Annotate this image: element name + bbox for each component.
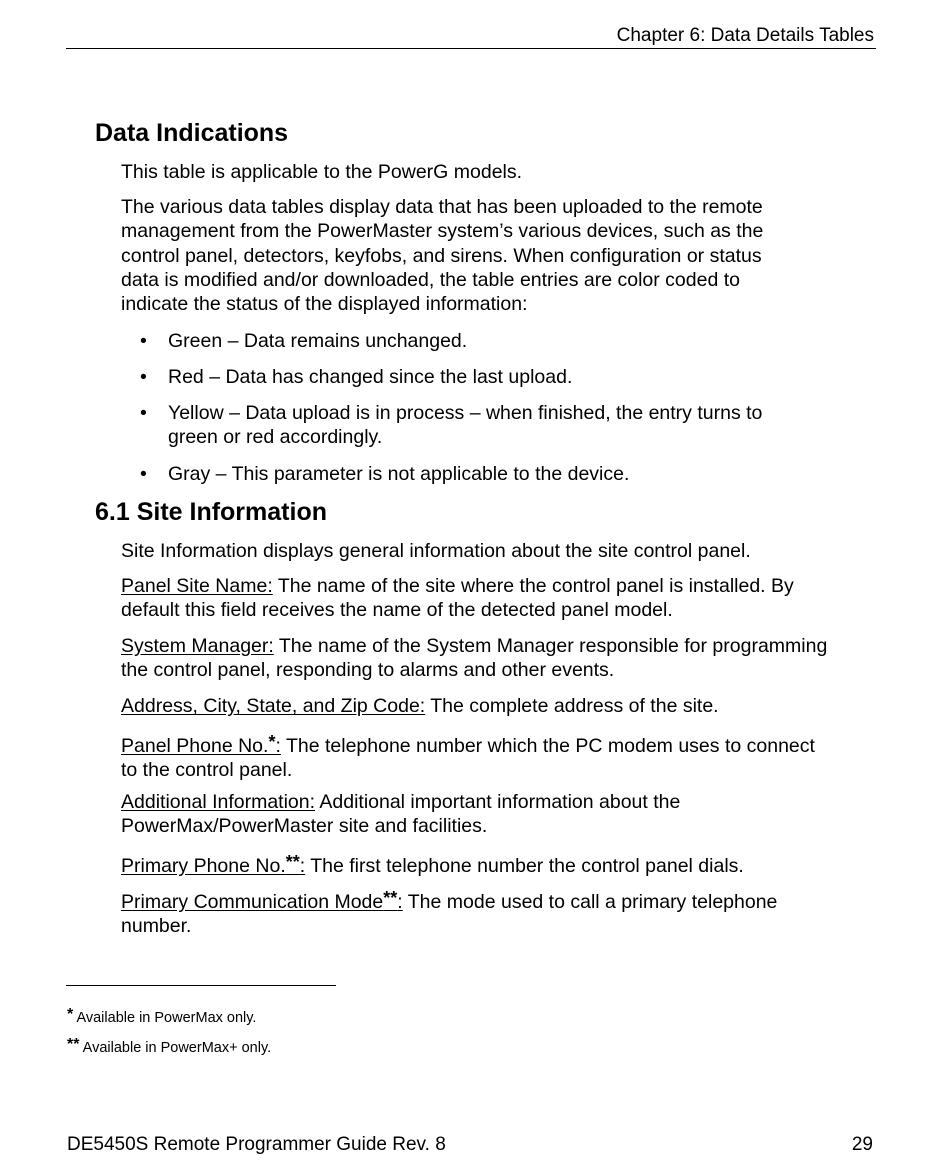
list-item-gray [121,462,871,486]
field-label: Panel Phone No. [121,735,269,757]
paragraph-line: control panel, detectors, keyfobs, and sirens. When configuration or status [121,244,762,267]
field-label: Primary Phone No. [121,855,286,877]
data-indications-intro: This table is applicable to the PowerG models. [121,161,523,183]
list-item-yellow [121,401,871,450]
field-label-group [121,888,403,913]
footnote-mark: ** [67,1036,80,1053]
header-rule [66,48,876,49]
section-title-site-information: 6.1 Site Information [95,498,327,526]
list-item-text: Yellow – Data upload is in process – when finished, the entry turns to [168,402,763,424]
field-primary-phone-no [121,850,871,878]
bullet-icon: • [140,402,147,424]
footer-page-number: 29 [851,1134,873,1155]
footnote-mark: * [268,732,276,752]
field-address [121,694,871,718]
field-label: Additional Information: [121,791,316,813]
list-item-text: green or red accordingly. [168,426,383,449]
field-panel-phone-no [121,730,871,783]
field-description: the control panel, responding to alarms and other events. [121,659,615,682]
field-label-colon: : [299,855,306,877]
field-panel-site-name [121,574,871,623]
paragraph-line: data is modified and/or downloaded, the table entries are color coded to [121,268,740,291]
list-item-green [121,329,871,353]
list-item-text: Gray – This parameter is not applicable to the device. [168,463,630,485]
field-description: default this field receives the name of the detected panel model. [121,599,673,622]
data-indications-paragraph [121,195,871,316]
footnote-powermax-plus [67,1036,271,1057]
paragraph-line: The various data tables display data that has been uploaded to the remote [121,196,763,218]
field-description: The first telephone number the control panel dials. [305,855,744,877]
list-item-text: Green – Data remains unchanged. [168,330,468,352]
field-label-colon: : [397,891,403,913]
footnote-powermax [67,1006,256,1027]
bullet-icon: • [140,463,147,485]
field-description: The mode used to call a primary telephone [402,891,778,913]
bullet-icon: • [140,366,147,388]
running-header: Chapter 6: Data Details Tables [616,25,874,46]
field-additional-information [121,790,871,839]
paragraph-line: indicate the status of the displayed information: [121,293,528,316]
bullet-icon: • [140,330,147,352]
field-description: The telephone number which the PC modem uses to connect [280,735,815,757]
field-label: Address, City, State, and Zip Code: [121,695,426,717]
field-label: Primary Communication Mode [121,891,384,913]
field-label-colon: : [275,735,281,757]
footer-document-title: DE5450S Remote Programmer Guide Rev. 8 [67,1134,446,1155]
field-description: The complete address of the site. [425,695,719,717]
field-description: to the control panel. [121,759,293,782]
field-system-manager [121,634,871,683]
footnote-separator [66,985,336,986]
field-description: The name of the System Manager responsible for programming [273,635,828,657]
footnote-mark: ** [383,888,398,908]
footnote-text: Available in PowerMax only. [73,1010,257,1026]
field-label-group [121,732,281,757]
field-description: number. [121,915,192,938]
footnote-text: Available in PowerMax+ only. [79,1040,272,1056]
field-label-group [121,852,306,877]
section-title-data-indications: Data Indications [95,119,289,147]
field-description: The name of the site where the control panel is installed. By [272,575,794,597]
paragraph-line: management from the PowerMaster system’s various devices, such as the [121,220,764,243]
footnote-mark: ** [285,852,300,872]
list-item-red [121,365,871,389]
field-description: PowerMax/PowerMaster site and facilities. [121,815,488,838]
field-description: Additional important information about the [315,791,681,813]
field-label: System Manager: [121,635,274,657]
footnote-mark: * [67,1006,74,1023]
site-information-intro: Site Information displays general information about the site control panel. [121,540,751,562]
field-label: Panel Site Name: [121,575,273,597]
list-item-text: Red – Data has changed since the last upload. [168,366,573,388]
list-item-text-block [168,401,871,450]
field-primary-communication-mode [121,886,871,939]
